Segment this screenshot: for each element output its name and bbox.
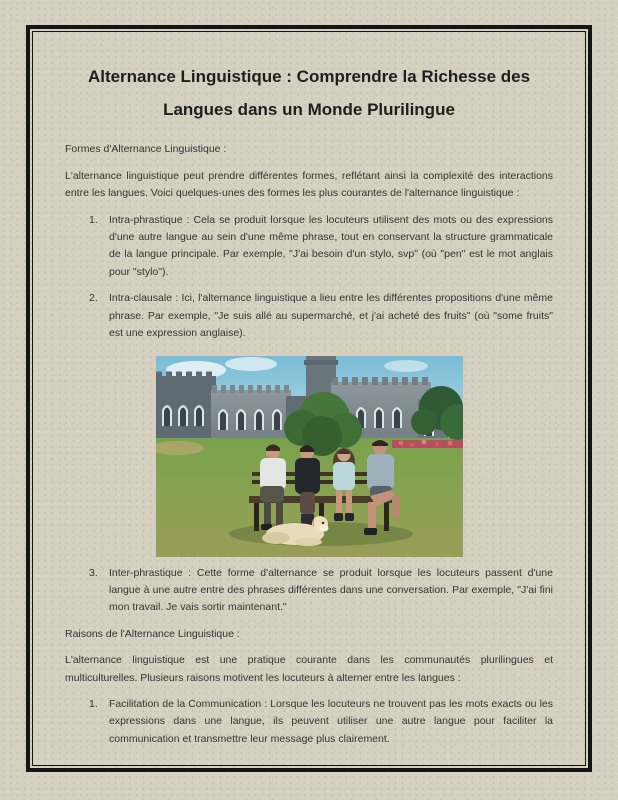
family-castle-photo-graphic (156, 356, 463, 557)
list-item-text: Intra-clausale : Ici, l'alternance linguistique a lieu entre les différentes propositions d'une même phrase. Par exemple, "Je suis allé au supermarché, et j'ai acheté des fruits" (où "some fruits" est une expression anglaise). (109, 292, 553, 340)
list-number: 2. (89, 292, 98, 305)
list-item-text: Facilitation de la Communication : Lorsque les locuteurs ne trouvent pas les mots exacts ou les expressions dans une langue, ils peuvent utiliser une autre langue pour faciliter la communication et transmettre leur message plus clairement. (109, 698, 553, 745)
list-number: 1. (89, 213, 98, 226)
list-item-facilitation (65, 696, 553, 748)
heading-formes: Formes d'Alternance Linguistique : (65, 143, 227, 156)
list-item-inter-phrastique (65, 565, 553, 617)
paragraph-raisons-intro: L'alternance linguistique est une pratique courante dans les communautés plurilingues et multiculturelles. Plusieurs raisons motivent les locuteurs à alterner entre les langues : (65, 654, 553, 684)
list-number: 3. (89, 566, 98, 579)
page-title-line1: Alternance Linguistique : Comprendre la Richesse des (87, 67, 531, 86)
list-number: 1. (89, 698, 98, 711)
page-title-line2: Langues dans un Monde Plurilingue (163, 100, 455, 120)
list-item-text: Inter-phrastique : Cette forme d'alternance se produit lorsque les locuteurs passent d'une langue à une autre entre des phrases différentes dans une conversation. Par exemple, "J'ai fini mon travail. Je vais sortir maintenant." (109, 566, 553, 614)
list-item-intra-clausale (65, 290, 553, 342)
list-item-text: Intra-phrastique : Cela se produit lorsque les locuteurs utilisent des mots ou des expressions d'une autre langue au sein d'une même phrase, tout en conservant la structure grammaticale de la langue principale. Par exemple, "J'ai besoin d'un stylo, svp" (où "pen" est le mot anglais pour "stylo"). (109, 213, 553, 278)
family-castle-photo (156, 356, 463, 557)
page-title (65, 60, 553, 126)
heading-raisons: Raisons de l'Alternance Linguistique : (65, 627, 240, 640)
list-item-intra-phrastique (65, 212, 553, 282)
page-border-inner (32, 31, 586, 766)
page-border-outer (26, 25, 592, 772)
paragraph-formes-intro: L'alternance linguistique peut prendre différentes formes, reflétant ainsi la complexité des interactions entre les langues. Voici quelques-unes des formes les plus courantes de l'alternance linguistique : (65, 169, 553, 200)
